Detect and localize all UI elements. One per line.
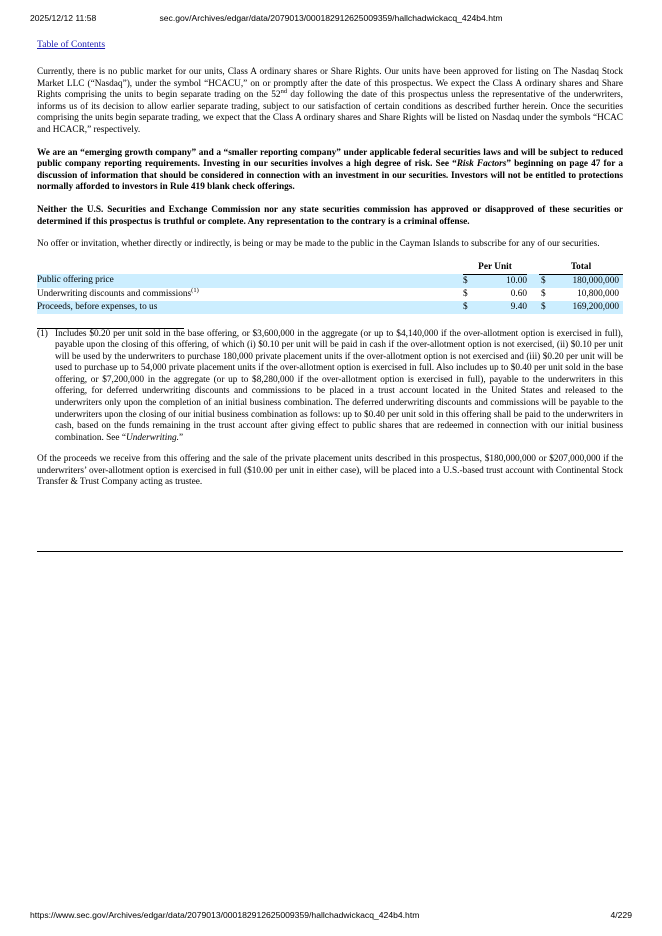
per-unit-value: 10.00 <box>477 274 527 288</box>
browser-print-footer <box>30 910 632 924</box>
table-row <box>37 274 623 288</box>
print-footer-url: https://www.sec.gov/Archives/edgar/data/2079013/000182912625009359/hallchadwickacq_424b4.htm <box>30 910 420 920</box>
emerging-growth-paragraph <box>37 148 623 194</box>
row-label: Proceeds, before expenses, to us <box>37 301 463 314</box>
per-unit-value: 0.60 <box>510 288 527 299</box>
footnote-marker: (1) <box>37 328 48 339</box>
per-unit-header: Per Unit <box>463 262 527 275</box>
currency-symbol: $ <box>463 274 477 288</box>
p1-text-b: day following the date of this prospectus unless the representative of the underwriters, informs us of its decision to allow earlier separate trading, subject to our satisfaction of certain conditions as described further herein. Once the securities comprising the units begin separate trading, we expect that the Class A ordinary shares and Share Rights will be listed on Nasdaq under the symbols “HCAC and HCACR,” respectively. <box>37 90 623 135</box>
footnote <box>37 329 623 444</box>
currency-symbol: $ <box>463 301 477 314</box>
underwriting-reference: Underwriting. <box>126 432 179 443</box>
offering-price-table <box>37 262 623 314</box>
risk-factors-reference: Risk Factors <box>456 159 507 170</box>
row-label: Underwriting discounts and commissions$^{(1)}$ <box>37 286 199 299</box>
currency-symbol: $ <box>463 288 468 299</box>
table-row <box>37 288 623 301</box>
footnote-ref: (1) <box>191 286 199 294</box>
table-of-contents-link[interactable]: Table of Contents <box>37 39 106 50</box>
p1-superscript: nd <box>280 88 288 96</box>
table-header-row <box>37 262 623 275</box>
print-page-number: 4/229 <box>610 910 632 920</box>
market-listing-paragraph <box>37 67 623 137</box>
footnote-text: Includes $0.20 per unit sold in the base offering, or $3,600,000 in the aggregate (or up to $4,140,000 if the over-allotment option is exercised in full), payable upon the closing of this offering, of which (i) $0.10 per unit will be paid in cash if the over-allotment option is not exercised, (ii) $0.10 per unit will be used by the underwriters to purchase 180,000 private placement units if the over-allotment option is not exercised and (iii) $0.20 per unit will be used to purchase up to 54,000 private placement units if the over-allotment option is exercised in full. Also includes up to $0.40 per unit sold in the base offering, or $7,200,000 in the aggregate (or up to $8,280,000 if the over-allotment option is exercised in full), payable to the underwriters in this offering, for deferred underwriting discounts and commissions to be placed in a trust account located in the United States and released to the underwriters only upon the completion of an initial business combination. The deferred underwriting discounts and commissions will be payable to the underwriters upon the closing of our initial business combination as follows: up to $0.40 per unit sold in this offering shall be paid to the underwriters in cash, based on the funds remaining in the trust account after giving effect to public shares that are redeemed in connection with our initial business combination. See “Underwriting.” <box>55 328 623 443</box>
browser-print-header <box>30 13 632 27</box>
total-value: $ 10,800,000 <box>541 288 619 299</box>
total-value: $ 180,000,000 <box>539 274 623 288</box>
document-body <box>37 34 623 500</box>
p1-text-a: Currently, there is no public market for our units, Class A ordinary shares or Share Rights. Our units have been approved for listing on The Nasdaq Stock Market LLC (“Nasdaq”), under the symbol “HCACU,” on or promptly after the date of this prospectus. We expect the Class A ordinary shares and Share Rights comprising the units to begin separate trading on the 52 <box>37 67 623 101</box>
table-row <box>37 301 623 314</box>
row-label: Public offering price <box>37 274 463 288</box>
page-divider <box>37 551 623 552</box>
trust-account-paragraph: Of the proceeds we receive from this offering and the sale of the private placement units described in this prospectus, $180,000,000 or $207,000,000 if the underwriters’ over-allotment option is exercised in full ($10.00 per unit in either case), will be placed into a U.S.-based trust account with Continental Stock Transfer & Trust Company acting as trustee. <box>37 454 623 488</box>
per-unit-value: 9.40 <box>477 301 527 314</box>
p2-text-a: We are an “emerging growth company” and a “smaller reporting company” under applicable federal securities laws and will be subject to reduced public company reporting requirements. Investing in our securities involves a high degree of risk. See “ <box>37 147 623 170</box>
print-datetime: 2025/12/12 11:58 <box>30 13 97 23</box>
cayman-paragraph: No offer or invitation, whether directly or indirectly, is being or may be made to the public in the Cayman Islands to subscribe for any of our securities. <box>37 239 600 250</box>
total-value: $ 169,200,000 <box>539 301 623 314</box>
print-title-url: sec.gov/Archives/edgar/data/2079013/000182912625009359/hallchadwickacq_424b4.htm <box>159 13 503 23</box>
p2-text-b: ” beginning on page 47 for a discussion of information that should be considered in connection with an investment in our securities. Investors will not be entitled to protections normally afforded to investors in Rule 419 blank check offerings. <box>37 159 623 193</box>
total-header: Total <box>539 262 623 275</box>
sec-disclaimer-paragraph: Neither the U.S. Securities and Exchange Commission nor any state securities commission has approved or disapproved of these securities or determined if this prospectus is truthful or complete. Any representation to the contrary is a criminal offense. <box>37 204 623 227</box>
